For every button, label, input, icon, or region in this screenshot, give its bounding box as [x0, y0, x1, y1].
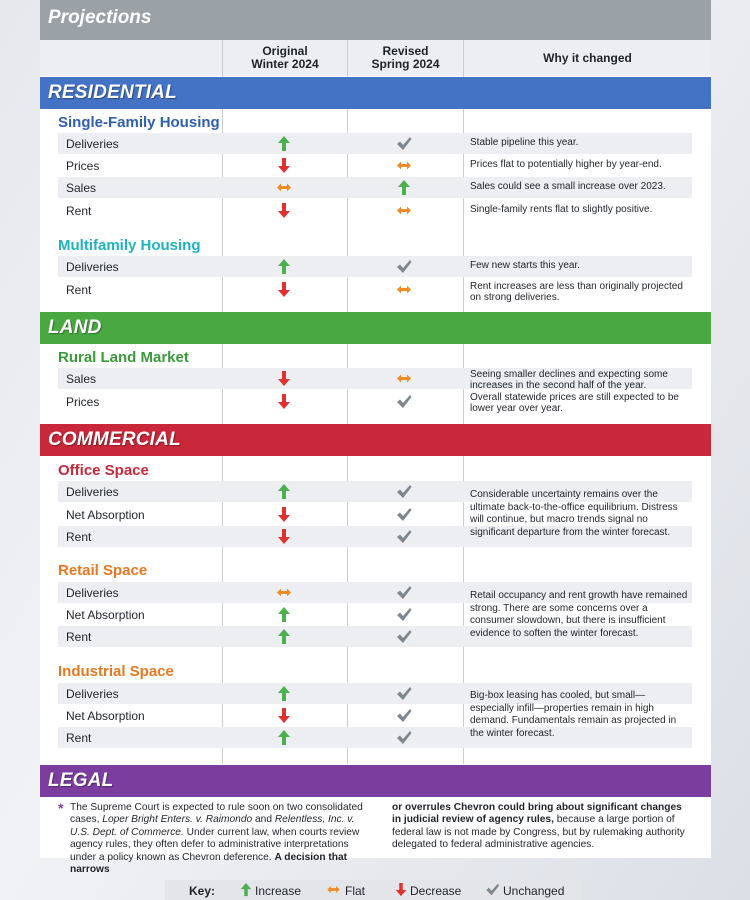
case-name: Loper Bright Enters. v. Raimondo: [102, 814, 253, 826]
header-why: Why it changed: [464, 40, 711, 76]
row-label: Prices: [66, 159, 100, 173]
unchanged-icon: [396, 707, 412, 724]
row-label: Deliveries: [66, 485, 119, 499]
key-unchanged: Unchanged: [503, 884, 565, 898]
header-original: Original Winter 2024: [223, 40, 347, 76]
section-label: RESIDENTIAL: [48, 82, 177, 103]
flat-icon: [276, 584, 292, 601]
key-decrease: Decrease: [410, 884, 462, 898]
why-text: Stable pipeline this year.: [470, 137, 579, 148]
increase-icon: [276, 685, 292, 702]
decrease-icon: [276, 157, 292, 174]
section-residential: [40, 77, 711, 109]
decrease-icon: [276, 370, 292, 387]
subhead-rural-land: Rural Land Market: [58, 349, 189, 366]
table-row: [58, 155, 692, 176]
increase-icon: [239, 882, 253, 897]
increase-icon: [276, 483, 292, 500]
row-label: Deliveries: [66, 586, 119, 600]
table-row: [58, 133, 692, 154]
table-row: [58, 279, 692, 305]
decrease-icon: [276, 506, 292, 523]
key-increase: Increase: [255, 884, 302, 898]
flat-icon: [396, 370, 412, 387]
increase-icon: [396, 179, 412, 196]
unchanged-icon: [396, 606, 412, 623]
case-name: Relentless, Inc. v. U.S. Dept. of Commerce.: [70, 814, 355, 838]
decrease-icon: [276, 281, 292, 298]
subhead-multifamily: Multifamily Housing: [58, 237, 201, 254]
section-label: COMMERCIAL: [48, 429, 181, 450]
why-text-office: Considerable uncertainty remains over the ultimate back-to-the-office equilibrium. Distress will continue, but macro trends signal no significant departure from the winter forecast.: [470, 489, 678, 538]
section-legal: [40, 765, 711, 797]
table-row: [58, 177, 692, 198]
unchanged-icon: [396, 628, 412, 645]
legal-text: because a large portion of federal law is not made by Congress, but by rulemaking authority delegated to federal administrative agencies.: [392, 814, 685, 851]
why-text: Single-family rents flat to slightly positive.: [470, 204, 653, 215]
increase-icon: [276, 729, 292, 746]
row-label: Rent: [66, 630, 92, 644]
table-row: [58, 368, 692, 389]
key-flat: Flat: [345, 884, 366, 898]
legal-text: The Supreme Court is expected to rule soon on two consolidated cases,: [70, 802, 363, 826]
row-label: Deliveries: [66, 260, 119, 274]
table-row: [58, 391, 692, 412]
row-label: Prices: [66, 395, 100, 409]
decrease-icon: [276, 528, 292, 545]
why-text: Overall statewide prices are still expected to be lower year over year.: [470, 392, 679, 414]
decrease-icon: [394, 882, 408, 897]
key-label: Key:: [189, 884, 216, 898]
projections-card: [40, 0, 711, 858]
increase-icon: [276, 606, 292, 623]
row-label: Sales: [66, 181, 97, 195]
subhead-single-family: Single-Family Housing: [58, 114, 220, 131]
table-row: [58, 200, 692, 221]
legal-paragraph-right: [392, 802, 692, 852]
key-legend: [165, 880, 582, 900]
unchanged-icon: [396, 483, 412, 500]
section-land: [40, 312, 711, 344]
flat-icon: [396, 157, 412, 174]
subhead-industrial: Industrial Space: [58, 663, 174, 680]
unchanged-icon: [396, 393, 412, 410]
asterisk-mark: *: [58, 800, 64, 816]
why-text: Seeing smaller declines and expecting some increases in the second half of the year.: [470, 369, 668, 391]
row-label: Deliveries: [66, 137, 119, 151]
legal-text: Under current law, when courts review agency rules, they often defer to administrative interpretations under a policy known as Chevron deference.: [70, 826, 360, 863]
section-commercial: [40, 424, 711, 456]
header-blank: [40, 40, 222, 76]
unchanged-icon: [396, 135, 412, 152]
page-title: Projections: [48, 7, 152, 28]
row-label: Net Absorption: [66, 709, 145, 723]
title-bar: [40, 0, 711, 40]
unchanged-icon: [396, 528, 412, 545]
row-label: Rent: [66, 731, 92, 745]
legal-text: and: [252, 814, 275, 826]
row-label: Net Absorption: [66, 608, 145, 622]
why-text: Sales could see a small increase over 2023.: [470, 181, 666, 192]
flat-icon: [326, 882, 341, 897]
unchanged-icon: [485, 882, 500, 897]
why-text-industrial: Big-box leasing has cooled, but small—especially infill—properties remain in high demand. Fundamentals remain as projected in the winter forecast.: [470, 690, 677, 739]
legal-bold-text: A decision that narrows: [70, 851, 348, 876]
unchanged-icon: [396, 506, 412, 523]
decrease-icon: [276, 707, 292, 724]
legal-bold-text: or overrules Chevron could bring about significant changes in judicial review of agency rules,: [392, 802, 682, 826]
decrease-icon: [276, 393, 292, 410]
section-label: LAND: [48, 317, 102, 338]
unchanged-icon: [396, 685, 412, 702]
subhead-office: Office Space: [58, 462, 149, 479]
row-label: Rent: [66, 204, 92, 218]
why-text-retail: Retail occupancy and rent growth have remained strong. There are some concerns over a consumer slowdown, but there is insufficient evidence to soften the winter forecast.: [470, 590, 688, 639]
why-text: Few new starts this year.: [470, 260, 581, 271]
row-label: Rent: [66, 530, 92, 544]
table-row: [58, 256, 692, 277]
row-label: Rent: [66, 283, 92, 297]
increase-icon: [276, 135, 292, 152]
legal-paragraph-left: [70, 802, 370, 876]
decrease-icon: [276, 202, 292, 219]
flat-icon: [396, 202, 412, 219]
section-label: LEGAL: [48, 770, 114, 791]
unchanged-icon: [396, 258, 412, 275]
increase-icon: [276, 628, 292, 645]
row-label: Net Absorption: [66, 508, 145, 522]
why-text: Rent increases are less than originally projected on strong deliveries.: [470, 281, 683, 303]
increase-icon: [276, 258, 292, 275]
flat-icon: [396, 281, 412, 298]
why-text: Prices flat to potentially higher by year-end.: [470, 159, 662, 170]
unchanged-icon: [396, 584, 412, 601]
header-revised: Revised Spring 2024: [348, 40, 463, 76]
row-label: Sales: [66, 372, 97, 386]
flat-icon: [276, 179, 292, 196]
row-label: Deliveries: [66, 687, 119, 701]
unchanged-icon: [396, 729, 412, 746]
subhead-retail: Retail Space: [58, 562, 148, 579]
